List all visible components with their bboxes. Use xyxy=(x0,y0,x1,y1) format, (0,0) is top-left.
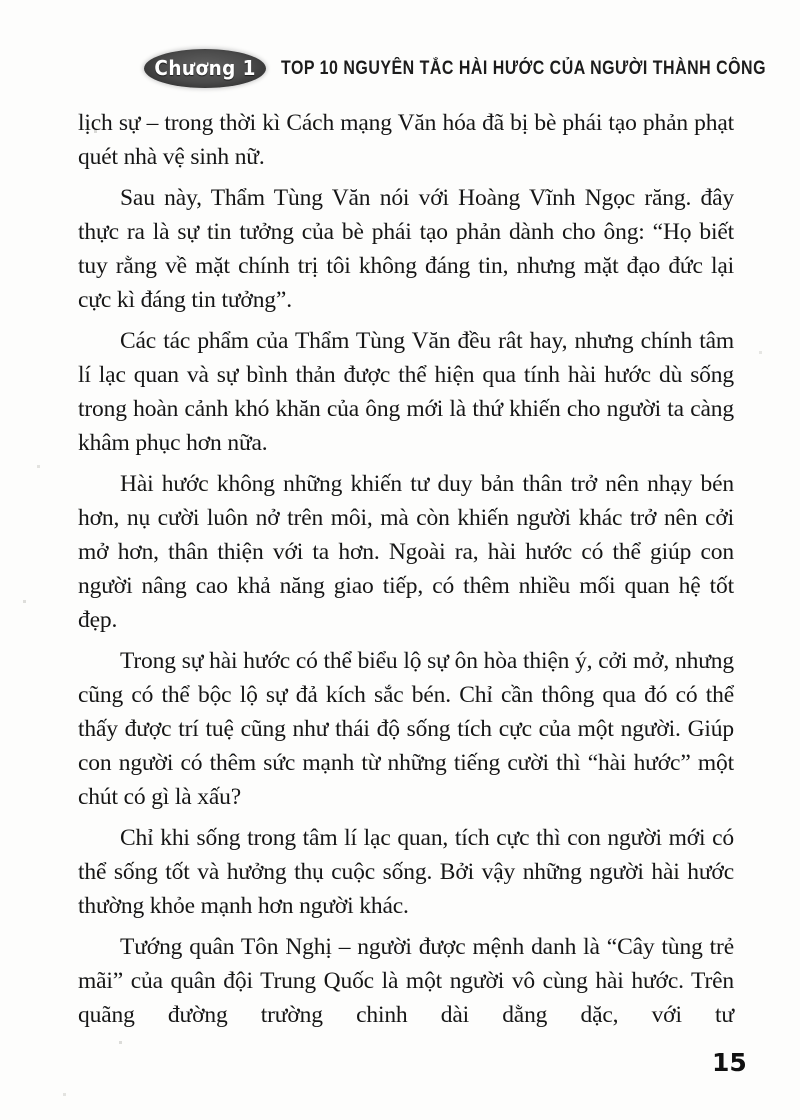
paragraph-5: Trong sự hài hước có thể biểu lộ sự ôn hòa thiện ý, cởi mở, nhưng cũng có thể bộc lộ sự đả kích sắc bén. Chỉ cần thông qua đó có thể thấy được trí tuệ cũng như thái độ sống tích cực của một người. Giúp con người có thêm sức mạnh từ những tiếng cười thì “hài hước” một chút có gì là xấu? xyxy=(78,648,734,810)
paragraph-1: lịch sự – trong thời kì Cách mạng Văn hóa đã bị bè phái tạo phản phạt quét nhà vệ sinh nữ. xyxy=(78,110,734,170)
page-number: 15 xyxy=(712,1048,747,1077)
chapter-title: TOP 10 NGUYÊN TẮC HÀI HƯỚC CỦA NGƯỜI THÀNH CÔNG xyxy=(281,58,767,79)
paragraph-7: Tướng quân Tôn Nghị – người được mệnh danh là “Cây tùng trẻ mãi” của quân đội Trung Quốc là một người vô cùng hài hước. Trên quãng đường trường chinh dài dằng dặc, với tư xyxy=(78,934,734,1028)
chapter-header xyxy=(144,46,767,90)
paragraph-3: Các tác phẩm của Thẩm Tùng Văn đều rât hay, nhưng chính tâm lí lạc quan và sự bình thản được thể hiện qua tính hài hước dù sống trong hoàn cảnh khó khăn của ông mới là thứ khiến cho người ta càng khâm phục hơn nữa. xyxy=(78,328,734,456)
paragraph-4: Hài hước không những khiến tư duy bản thân trở nên nhạy bén hơn, nụ cười luôn nở trên môi, mà còn khiến người khác trở nên cởi mở hơn, thân thiện với ta hơn. Ngoài ra, hài hước có thể giúp con người nâng cao khả năng giao tiếp, có thêm nhiều mối quan hệ tốt đẹp. xyxy=(78,471,734,633)
chapter-badge xyxy=(144,49,266,88)
paragraph-6: Chỉ khi sống trong tâm lí lạc quan, tích cực thì con người mới có thể sống tốt và hưởng thụ cuộc sống. Bởi vậy những người hài hước thường khỏe mạnh hơn người khác. xyxy=(78,825,734,919)
paragraph-2: Sau này, Thẩm Tùng Văn nói với Hoàng Vĩnh Ngọc răng. đây thực ra là sự tin tưởng của bè phái tạo phản dành cho ông: “Họ biết tuy rằng về mặt chính trị tôi không đáng tin, nhưng mặt đạo đức lại cực kì đáng tin tưởng”. xyxy=(78,185,734,313)
chapter-badge-label: Chương 1 xyxy=(154,56,256,80)
scan-noise xyxy=(0,0,1,1)
page-body xyxy=(78,106,734,1039)
